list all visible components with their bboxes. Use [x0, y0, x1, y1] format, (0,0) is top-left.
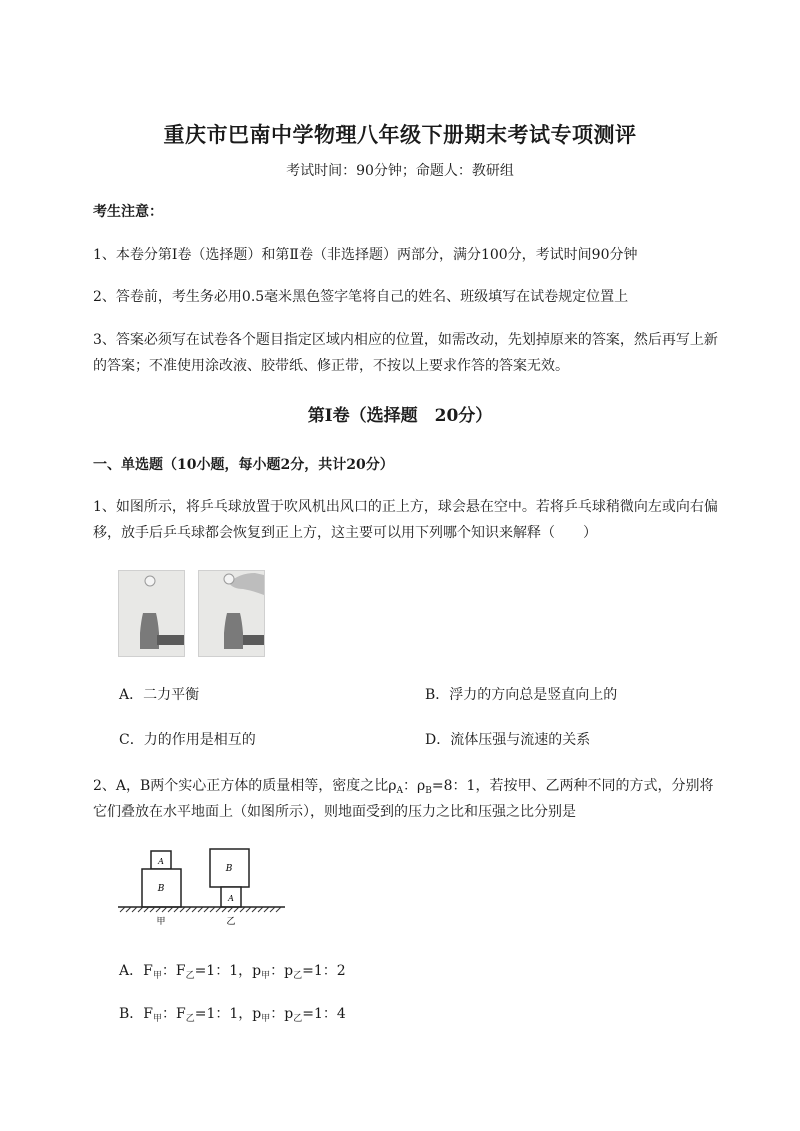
notice-heading: 考生注意：	[93, 204, 163, 220]
q2-option-b: B．$F_甲$：$F_乙=1$：1，$p_甲$：$p_乙=1$：4	[119, 1006, 346, 1024]
section-title: 第I卷（选择题 20分）	[307, 406, 493, 426]
q1-photo-right	[198, 570, 265, 657]
notice-item-2: 2、答卷前，考生务必用0.5毫米黑色签字笔将自己的姓名、班级填写在试卷规定位置上	[93, 289, 629, 305]
svg-text:A: A	[158, 857, 164, 866]
page-title: 重庆市巴南中学物理八年级下册期末考试专项测评	[163, 122, 637, 147]
q2-option-a: A．$F_甲$：$F_乙=1$：1，$p_甲$：$p_乙=1$：2	[119, 963, 346, 981]
q1-option-d: D．流体压强与流速的关系	[425, 732, 591, 748]
stack-yi	[210, 849, 249, 907]
exam-info: 考试时间：90分钟；命题人：教研组	[286, 163, 514, 179]
label-yi: 乙	[226, 917, 236, 927]
part-heading: 一、单选题（10小题，每小题2分，共计20分）	[93, 457, 394, 473]
q1-option-c: C．力的作用是相互的	[119, 732, 256, 748]
svg-text:B: B	[157, 884, 165, 894]
q2-text-line2: 它们叠放在水平地面上（如图所示），则地面受到的压力之比和压强之比分别是	[93, 804, 576, 820]
q1-text-line2: 移，放手后乒乓球都会恢复到正上方，这主要可以用下列哪个知识来解释（ ）	[93, 525, 597, 541]
svg-text:B: B	[225, 864, 233, 874]
q2-figure	[115, 840, 290, 930]
q1-text-line1: 1、如图所示，将乒乓球放置于吹风机出风口的正上方，球会悬在空中。若将乒乓球稍微向左或向右偏	[93, 499, 718, 515]
notice-item-1: 1、本卷分第I卷（选择题）和第Ⅱ卷（非选择题）两部分，满分100分，考试时间90分钟	[93, 247, 638, 263]
svg-text:A: A	[228, 894, 234, 903]
notice-item-3-cont: 的答案；不准使用涂改液、胶带纸、修正带，不按以上要求作答的答案无效。	[93, 358, 569, 374]
stack-jia	[142, 851, 181, 907]
q2-text-line1: 2、A，B两个实心正方体的质量相等，密度之比$\rho_A$：$\rho_B=8$：1，若按甲、乙两种不同的方式，分别将	[93, 778, 714, 796]
notice-item-3: 3、答案必须写在试卷各个题目指定区域内相应的位置，如需改动，先划掉原来的答案，然后再写上新	[93, 332, 718, 348]
q1-option-b: B．浮力的方向总是竖直向上的	[425, 687, 618, 703]
label-jia: 甲	[156, 917, 166, 927]
q1-photo-left	[118, 570, 185, 657]
q1-option-a: A．二力平衡	[119, 687, 200, 703]
